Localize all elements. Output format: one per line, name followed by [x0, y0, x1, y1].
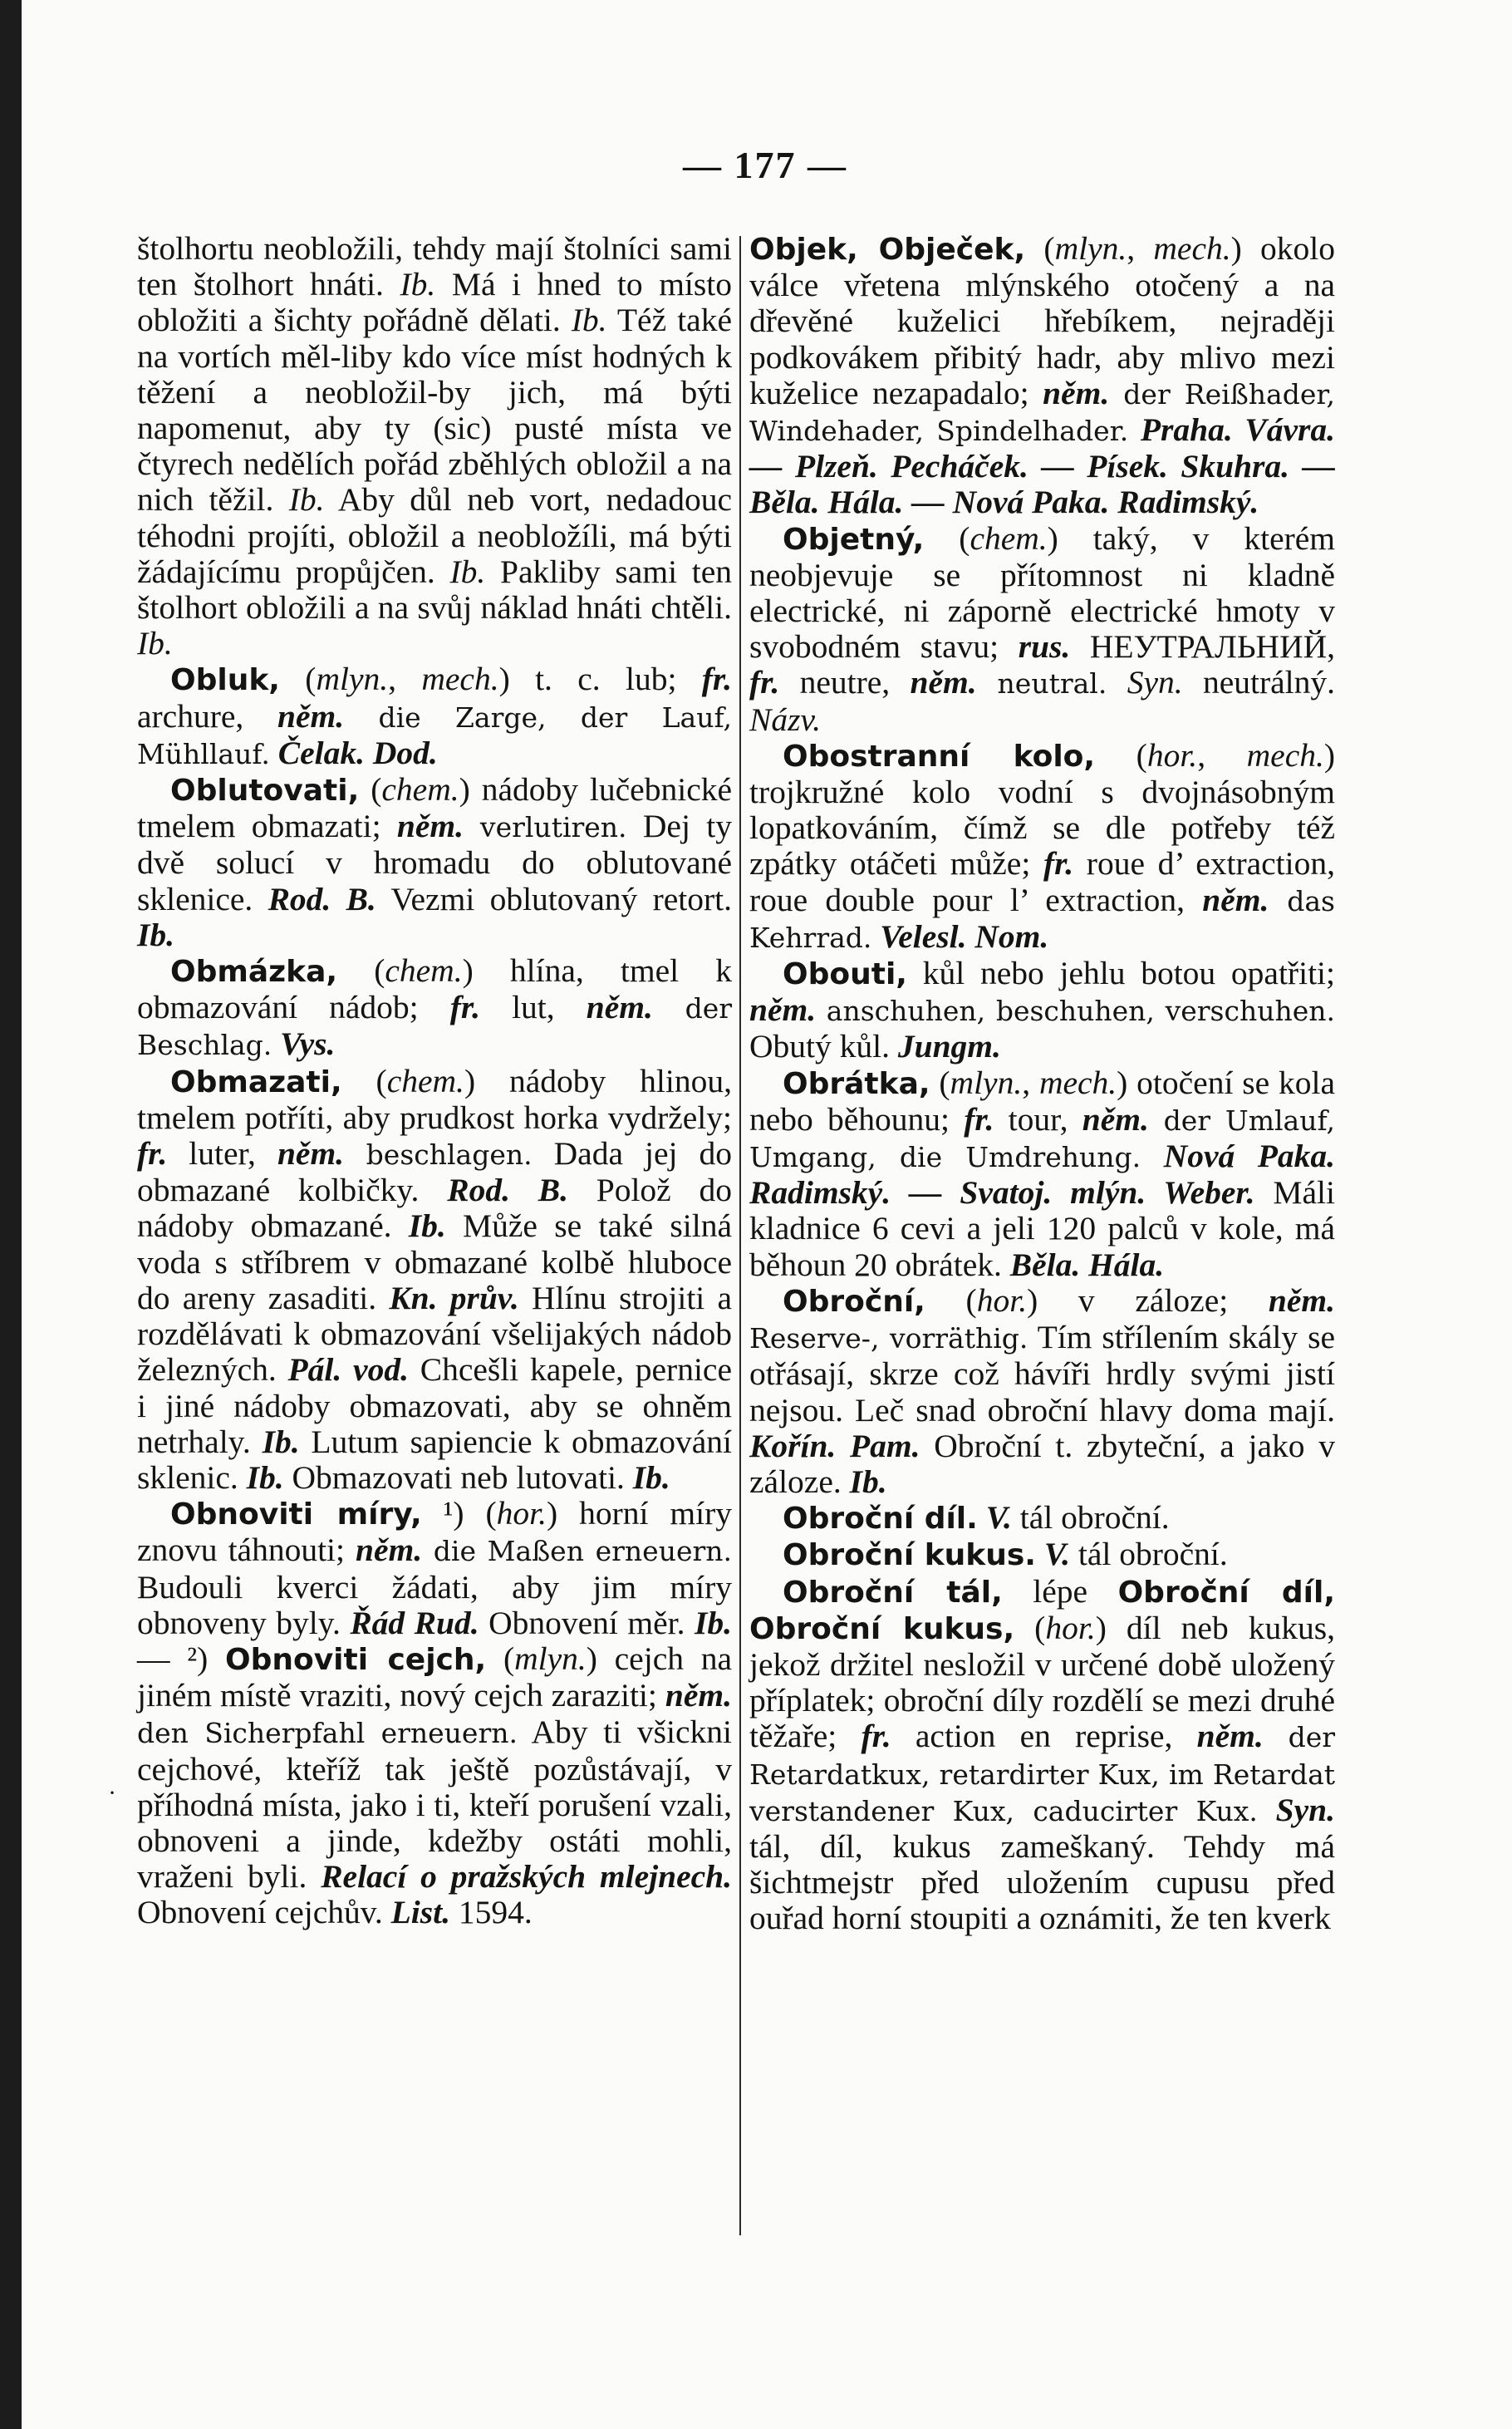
entry-obrocni-tal: Obroční tál, lépe Obroční díl, Obroční kukus, (hor.) díl neb kukus, jekož držitel nesložil v určené době uložený příplatek; obroční díly rozdělí se mezi druhé těžaře; fr. action en reprise, něm. der Retardatkux, retardirter Kux, im Retardat verstandener Kux, caducirter Kux. Syn. tál, díl, kukus zameškaný. Tehdy má šichtmejstr před uložením cupusu před ouřad horní stoupiti a oznámiti, že ten kverk [749, 1572, 1336, 1937]
headword: Obmázka, [170, 955, 338, 990]
margin-mark: · [108, 1779, 116, 1807]
headword: Obroční díl. [783, 1502, 978, 1537]
entry-obmazka: Obmázka, (chem.) hlína, tmel k obmazování nádob; fr. lut, něm. der Beschlag. Vys. [137, 952, 732, 1063]
headword: Obluk, [170, 663, 280, 698]
entry-obluk: Obluk, (mlyn., mech.) t. c. lub; fr. archure, něm. die Zarge, der Lauf, Mühllauf. Čelak. Dod. [137, 661, 733, 771]
column-divider [739, 236, 741, 2235]
headword: Objetný, [783, 522, 925, 557]
entry-oblutovati: Oblutovati, (chem.) nádoby lučebnické tmelem obmazati; něm. verlutiren. Dej ty dvě solucí v hromadu do oblutované sklenice. Rod. B. Vezmi oblutovaný retort. Ib. [137, 771, 733, 953]
page-number: — 177 — [683, 144, 847, 186]
headword: Objek, Obječek, [749, 233, 1026, 267]
headword: Obroční, [783, 1284, 925, 1319]
entry-obmazati: Obmazati, (chem.) nádoby hlinou, tmelem potříti, aby prudkost horka vydržely; fr. luter, něm. beschlagen. Dada jej do obmazané kolbičky. Rod. B. Polož do nádoby obmazané. Ib. Může se také silná voda s stříbrem v obmazané kolbě hluboce do areny zasaditi. Kn. prův. Hlínu strojiti a rozdělávati k obmazování všelijakých nádob železných. Pál. vod. Chcešli kapele, pernice i jiné nádoby obmazovati, aby se ohněm netrhaly. Ib. Lutum sapiencie k obmazování sklenic. Ib. Obmazovati neb lutovati. Ib. [137, 1062, 732, 1496]
entry-obrocni: Obroční, (hor.) v záloze; něm. Reserve-, vorräthig. Tím střílením skály se otřásají, skrze což hávíři hrdly svými jistí nejsou. Leč snad obroční hlavy doma mají. Kořín. Pam. Obroční t. zbyteční, a jako v záloze. Ib. [749, 1281, 1336, 1500]
headword: Obroční díl, Obroční kukus, [749, 1575, 1336, 1646]
headword: Oblutovati, [170, 774, 360, 809]
book-binding-edge [0, 0, 22, 2429]
headword: Obnoviti míry, [170, 1497, 422, 1532]
headword: Obroční kukus. [783, 1538, 1036, 1573]
right-column [749, 231, 1335, 1937]
entry-obouti: Obouti, kůl nebo jehlu botou opatřiti; něm. anschuhen, beschuhen, verschuhen. Obutý kůl. Jungm. [749, 955, 1335, 1065]
dictionary-page [22, 0, 1512, 2429]
headword: Obroční tál, [783, 1575, 1003, 1610]
headword: Obouti, [783, 957, 907, 992]
entry-obrocni-kukus: Obroční kukus. V. tál obroční. [783, 1536, 1228, 1573]
entry-obrocni-dil: Obroční díl. V. tál obroční. [783, 1499, 1170, 1537]
entry-obostranni-kolo: Obostranní kolo, (hor., mech.) trojkružné kolo vodní s dvojnásobným lopatkováním, čímž se dle potřeby též zpátky otáčeti může; fr. roue d’ extraction, roue double pour l’ extraction, něm. das Kehrrad. Velesl. Nom. [749, 736, 1336, 955]
entry-obratka: Obrátka, (mlyn., mech.) otočení se kola nebo běhounu; fr. tour, něm. der Umlauf, Umgang, die Umdrehung. Nová Paka. Radimský. — Svatoj. mlýn. Weber. Máli kladnice 6 cevi a jeli 120 palců v kole, má běhoun 20 obrátek. Běla. Hála. [749, 1064, 1336, 1283]
entry-continuation: štolhortu neobložili, tehdy mají štolníci sami ten štolhort hnáti. Ib. Má i hned to místo obložiti a šichty pořádně dělati. Ib. Též také na vortích měl-liby kdo více míst hodných k těžení a neobložil-by jich, má býti napomenut, aby ty (sic) pusté místa ve čtyrech nedělích pořád zběhlých obložil a na nich těžil. Ib. Aby důl neb vort, nedadouc téhodni projíti, obložil a neobložíli, má býti žádajícímu propůjčen. Ib. Pakliby sami ten štolhort obložili a na svůj náklad hnáti chtěli. Ib. [137, 230, 733, 662]
headword: Obmazati, [170, 1065, 342, 1099]
entry-obnoviti: Obnoviti míry, ¹) (hor.) horní míry znovu táhnouti; něm. die Maßen erneuern. Budouli kverci žádati, aby jim míry obnoveny byly. Řád Rud. Obnovení měr. Ib. — ²) Obnoviti cejch, (mlyn.) cejch na jiném místě vraziti, nový cejch zaraziti; něm. den Sicherpfahl erneuern. Aby ti všickni cejchové, kteříž tak ještě pozůstávají, v příhodná místa, jako i ti, kteří porušení vzali, obnoveni a jinde, kdežby ostáti mohli, vraženi byli. Relací o pražských mlejnech. Obnovení cejchův. List. 1594. [137, 1495, 733, 1931]
entry-objetny: Objetný, (chem.) taký, v kterém neobjevuje se přítomnost ni kladně electrické, ni záporně electrické hmoty v svobodném stavu; rus. НЕУТРАЛЬНИЙ, fr. neutre, něm. neutral. Syn. neutrálný. Názv. [749, 519, 1336, 738]
headword: Obostranní kolo, [783, 739, 1096, 774]
entry-objek: Objek, Obječek, (mlyn., mech.) okolo válce vřetena mlýnského otočený a na dřevěné kuželici hřebíkem, nejraději podkovákem přibitý hadr, aby mlivo mezi kuželice nezapadalo; něm. der Reißhader, Windehader, Spindelhader. Praha. Vávra. — Plzeň. Pecháček. — Písek. Skuhra. — Běla. Hála. — Nová Paka. Radimský. [749, 230, 1336, 521]
headword: Obrátka, [783, 1066, 930, 1101]
headword: Obnoviti cejch, [224, 1642, 487, 1677]
left-column [137, 231, 732, 1931]
